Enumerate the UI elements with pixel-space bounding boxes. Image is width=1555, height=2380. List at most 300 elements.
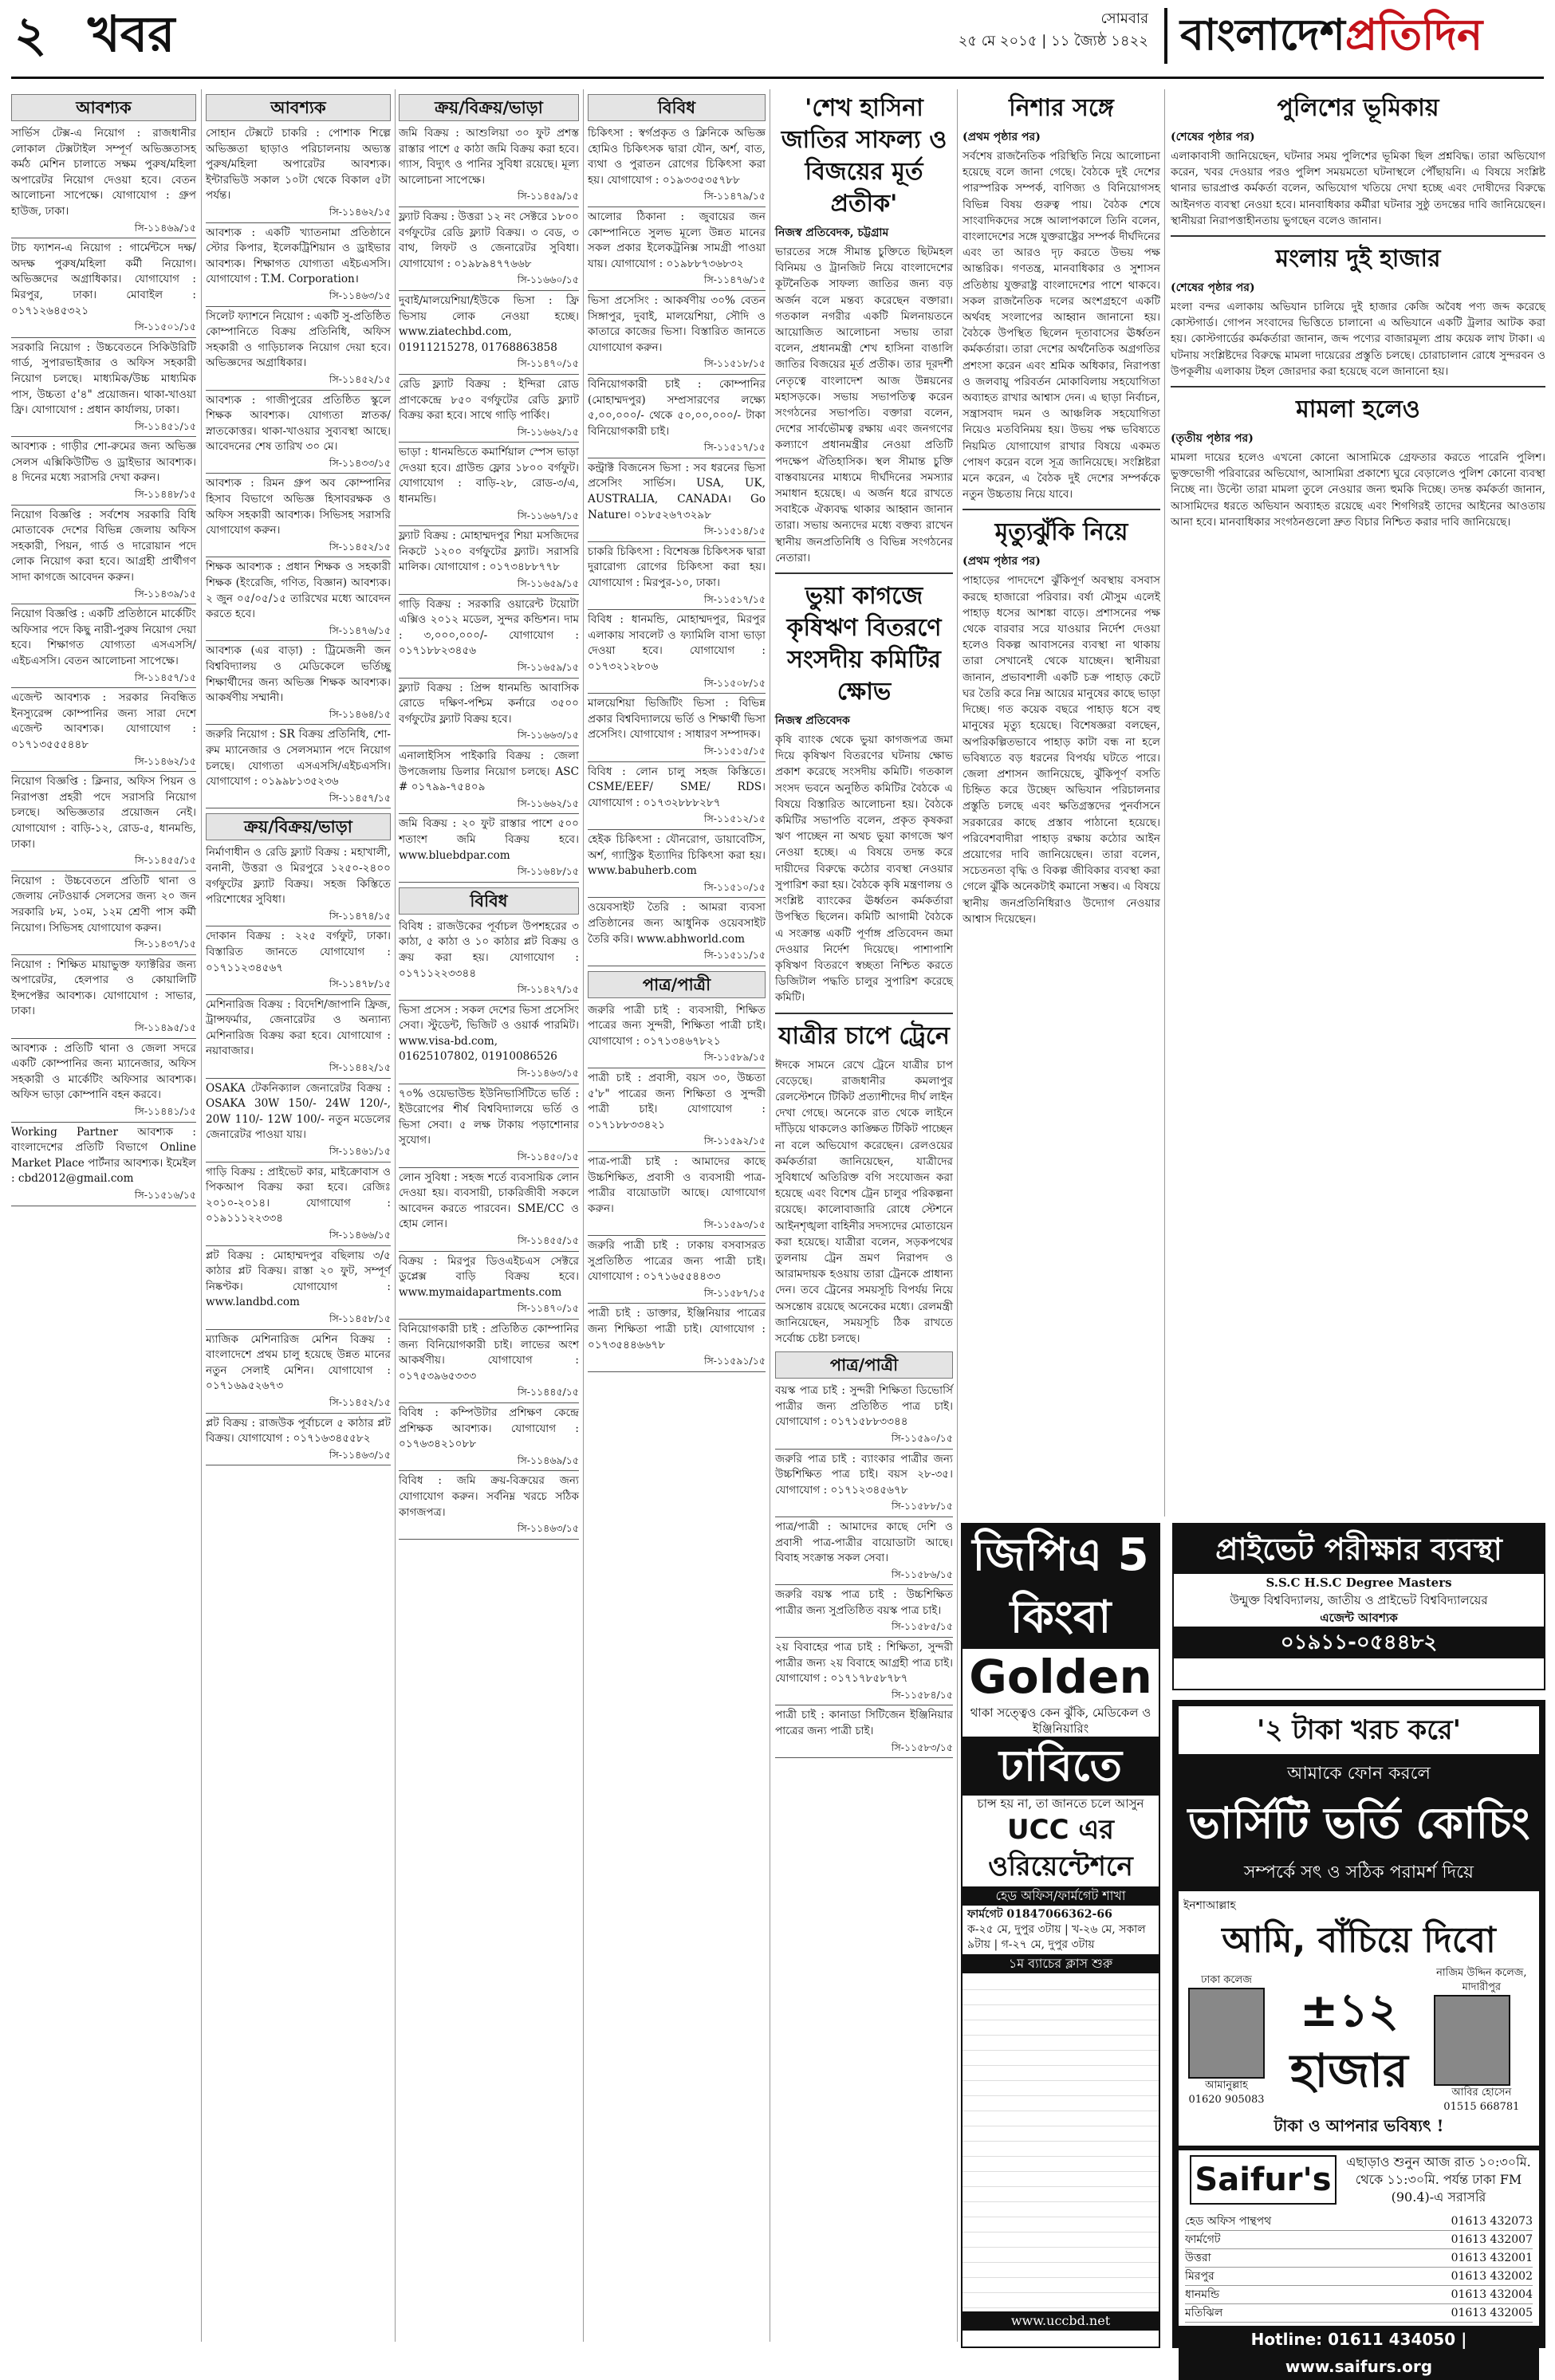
weekday: সোমবার	[1100, 10, 1148, 27]
classified-divider	[399, 1000, 579, 1001]
classified-ad	[206, 393, 391, 474]
article-body: ঈদকে সামনে রেখে ট্রেনে যাত্রীর চাপ বেড়েছে। রাজধানীর কমলাপুর রেলস্টেশনে টিকিট প্রত্যাশীদের দীর্ঘ লাইন দেখা গেছে। অনেকে রাত থেকে লাইনে দাঁড়িয়ে থাকলেও কাঙ্ক্ষিত টিকিট পাচ্ছেন না বলে অভিযোগ করেছেন। রেলওয়ের কর্মকর্তারা জানিয়েছেন, যাত্রীদের সুবিধার্থে অতিরিক্ত বগি সংযোজন করা হয়েছে এবং বিশেষ ট্রেন চালুর পরিকল্পনা রয়েছে। কালোবাজারি রোধে স্টেশনে আইনশৃঙ্খলা বাহিনীর সদস্যদের মোতায়েন করা হয়েছে। যাত্রীরা বলেন, সড়কপথের তুলনায় ট্রেন ভ্রমণ নিরাপদ ও আরামদায়ক হওয়ায় তারা ট্রেনকে প্রাধান্য দেন। তবে ট্রেনের সময়সূচি বিপর্যয় নিয়ে অসন্তোষ রয়েছে অনেকের মধ্যে। রেলমন্ত্রী জানিয়েছেন, সময়সূচি ঠিক রাখতে সর্বোচ্চ চেষ্টা চলছে।	[775, 1058, 953, 1345]
classified-ad	[775, 1640, 953, 1705]
office-row	[1185, 2304, 1533, 2323]
classified-ad-ref: সি-১১৫১১/১৫	[703, 949, 766, 962]
classified-ad	[399, 210, 579, 291]
classified-ad-ref: সি-১১৪৫২/১৫	[329, 1395, 391, 1408]
classified-ad-text: OSAKA টেকনিক্যাল জেনারেটর বিক্রয় : OSAKA 30W 150/- 24W 120/-, 20W 110/- 12W 100/- নতুন মডেলের জেনারেটর পাওয়া যায়।	[206, 1081, 391, 1142]
office-name: মতিঝিল	[1185, 2307, 1223, 2319]
classified-divider	[399, 813, 579, 814]
classified-ad-ref: সি-১১৪৫৭/১৫	[134, 671, 196, 683]
classified-divider	[588, 1371, 766, 1372]
classified-ad	[399, 749, 579, 814]
classified-column-3	[399, 89, 579, 2346]
office-name: ফার্মগেট	[1185, 2233, 1221, 2246]
classified-ad-ref: সি-১১৬৬২/১৫	[517, 425, 579, 438]
classified-ad-text: গাড়ি বিক্রয় : প্রাইভেট কার, মাইক্রোবাস ও পিকআপ বিক্রয় করা হবে। রেজিঃ ২০১০-২০১৪। যোগাযোগ : ০১৯১১১২২৩৩৪	[206, 1165, 391, 1225]
classified-ad	[588, 210, 766, 291]
classified-ad-text: ম্যাজিক মেশিনারিজ মেশিন বিক্রয় : বাংলাদেশে প্রথম চালু হয়েছে উন্নত মানের নতুন সেলাই মেশিন। যোগাযোগ : ০১৭১৬৯৫২৬৭৩	[206, 1332, 391, 1393]
classified-ad-ref: সি-১১৫১৮/১৫	[703, 357, 766, 370]
article-headline: মংলায় দুই হাজার	[1275, 245, 1441, 273]
classified-ad-ref: সি-১১৫০১/১৫	[134, 321, 196, 333]
classified-ad	[206, 1249, 391, 1330]
ad-line: সম্পর্কে সৎ ও সঠিক পরামর্শ দিয়ে	[1244, 1863, 1474, 1882]
classified-ad-text: আলোর ঠিকানা : জুবায়ের জন কোম্পানিতে সুলভ মূল্যে উন্নত মানের সকল প্রকার ইলেকট্রনিক্স সামগ্রী পাওয়া যায়। যোগাযোগ : ০১৯৮৮৭৩৬৮৩২	[588, 210, 766, 270]
classified-ad	[11, 958, 196, 1039]
classified-ad	[11, 1041, 196, 1123]
article-headline: পুলিশের ভূমিকায়	[1277, 94, 1439, 122]
classified-ad-text: নিয়োগ বিজ্ঞপ্তি : সর্বশেষ সরকারি বিধি মোতাবেক দেশের বিভিন্ন জেলায় অফিস সহকারী, পিয়ন, গার্ড ও দারোয়ান পদে লোক নিয়োগ করা হবে। আগ্রহী প্রার্থীগণ সাদা কাগজে আবেদন করুন।	[11, 508, 196, 584]
classified-ad-ref: সি-১১৪৩৩/১৫	[329, 456, 391, 469]
classified-ad-ref: সি-১১৪৫২/১৫	[329, 372, 391, 385]
classified-divider	[399, 1251, 579, 1252]
classified-ad-ref: সি-১১৪৬৩/১৫	[329, 1448, 391, 1461]
classified-ad	[11, 126, 196, 238]
section-header: আবশ্যক	[206, 94, 391, 121]
classified-ad-text: জরুরি পাত্র চাই : ব্যাংকার পাত্রীর জন্য উচ্চশিক্ষিত পাত্র চাই। বয়স ২৮-৩৫। যোগাযোগ : ০১৭১২৩৪৫৬৭৮	[775, 1452, 953, 1497]
classified-ad-text: আবশ্যক : একটি খ্যাতনামা প্রতিষ্ঠানে স্টোর কিপার, ইলেকট্রিশিয়ান ও ড্রাইভার আবশ্যক। শিক্ষাগত যোগ্যতা এইচএসসি। যোগাযোগ : T.M. Corporation।	[206, 226, 391, 286]
classified-ad-text: ফ্ল্যাট বিক্রয় : উত্তরা ১২ নং সেক্টরে ১৮০০ বর্গফুটের রেডি ফ্ল্যাট বিক্রয়। ৩ বেড, ৩ বাথ, লিফট ও জেনারেটর সুবিধা। যোগাযোগ : ০১৯৮৯৪৭৭৬৬৮	[399, 210, 579, 270]
classified-ad-ref: সি-১১৫৯২/১৫	[703, 1135, 766, 1147]
classified-divider	[588, 693, 766, 694]
classified-divider	[206, 473, 391, 474]
classified-divider	[588, 761, 766, 762]
article-byline: (শেষের পৃষ্ঠার পর)	[1171, 131, 1255, 144]
classified-ad-ref: সি-১১৫০৮/১৫	[703, 676, 766, 689]
classified-ad	[11, 241, 196, 338]
classified-column-4	[588, 89, 766, 2346]
classified-ad-text: ২য় বিবাহের পাত্র চাই : শিক্ষিতা, সুন্দরী পাত্রীর জন্য ২য় বিবাহে আগ্রহী পাত্র চাই। যোগাযোগ : ০১৭১৭৮৫৮৭৮৭	[775, 1641, 953, 1686]
classified-ad-ref: সি-১১৪৪২/১৫	[329, 1061, 391, 1074]
classified-divider	[206, 390, 391, 391]
article-body: কৃষি ব্যাংক থেকে ভুয়া কাগজপত্র জমা দিয়ে কৃষিঋণ বিতরণের ঘটনায় ক্ষোভ প্রকাশ করেছে সংসদীয় কমিটি। গতকাল সংসদ ভবনে অনুষ্ঠিত কমিটির বৈঠকে এ বিষয়ে বিস্তারিত আলোচনা হয়। বৈঠকে কমিটির সভাপতি বলেন, প্রকৃত কৃষকরা ঋণ পাচ্ছেন না অথচ ভুয়া কাগজে ঋণ নেওয়া হচ্ছে। এ বিষয়ে তদন্ত করে দায়ীদের বিরুদ্ধে কঠোর ব্যবস্থা নেওয়ার সুপারিশ করা হয়। বৈঠকে কৃষি মন্ত্রণালয় ও সংশ্লিষ্ট ব্যাংকের ঊর্ধ্বতন কর্মকর্তারা উপস্থিত ছিলেন। কমিটি আগামী বৈঠকে এ সংক্রান্ত একটি পূর্ণাঙ্গ প্রতিবেদন জমা দেওয়ার নির্দেশ দিয়েছে। পাশাপাশি কৃষিঋণ বিতরণে স্বচ্ছতা নিশ্চিত করতে ডিজিটাল পদ্ধতি চালুর সুপারিশ করেছে কমিটি।	[775, 734, 953, 1005]
page-number: ২	[14, 5, 47, 63]
classified-ad-text: গাড়ি বিক্রয় : সরকারি ওয়ারেন্ট টয়োটা এক্সিও ২০১২ মডেল, সুন্দর কন্ডিশন। দাম : ৩,০০০,০০০/- যোগাযোগ : ০১৭১৮৮২৩৪৫৬	[399, 597, 579, 658]
office-name: হেড অফিস পান্থপথ	[1185, 2215, 1272, 2228]
classified-ad-text: কন্ট্রাক্ট বিজনেস ভিসা : সব ধরনের ভিসা প্রসেসিং সার্ভিস। USA, UK, AUSTRALIA, CANADA। Go Nature। ০১৮৫২৬৭৩২৯৮	[588, 461, 766, 521]
classified-ad-text: নিয়োগ বিজ্ঞপ্তি : একটি প্রতিষ্ঠানে মার্কেটিং অফিসার পদে কিছু নারী-পুরুষ নিয়োগ দেয়া হবে। শিক্ষাগত যোগ্যতা এসএসসি/এইচএসসি। বেতন আলোচনা সাপেক্ষে।	[11, 608, 196, 667]
classified-ad-ref: সি-১১৫৯১/১৫	[703, 1355, 766, 1367]
classified-divider	[11, 1038, 196, 1039]
classified-ad-ref: সি-১১৪৭৪/১৫	[329, 909, 391, 922]
classified-ad	[399, 1473, 579, 1539]
classified-ad	[399, 816, 579, 882]
article-headline: 'শেখ হাসিনা জাতির সাফল্য ও বিজয়ের মূর্ত প্রতীক'	[781, 94, 947, 218]
classified-divider	[206, 1413, 391, 1414]
classified-ad-text: প্লট বিক্রয় : মোহাম্মদপুর বছিলায় ৩/৫ কাঠার প্লট বিক্রয়। রাস্তা ২০ ফুট, সম্পূর্ণ নিষ্কণ্টক। যোগাযোগ : www.landbd.com	[206, 1249, 391, 1309]
ad-radio-box	[1179, 2150, 1539, 2380]
classified-ad	[588, 293, 766, 375]
classified-ad-ref: সি-১১৪৬৩/১৫	[517, 1067, 579, 1080]
ad-fine-print	[963, 1975, 1159, 2310]
classified-list	[399, 126, 579, 883]
classified-ad-text: পাত্রী চাই : ডাক্তার, ইঞ্জিনিয়ার পাত্রের জন্য শিক্ষিতা পাত্রী চাই। যোগাযোগ : ০১৭৩৫৪৪৬৬৭৮	[588, 1307, 766, 1351]
ad-promo-box	[1179, 1891, 1539, 2146]
section-header: বিবিধ	[399, 887, 579, 915]
newspaper-logo	[1180, 3, 1547, 67]
classified-ad-ref: সি-১১৬৬০/১৫	[517, 273, 579, 286]
person-name: আবির হোসেন	[1451, 2087, 1512, 2099]
classified-ad-text: পাত্র/পাত্রী : আমাদের কাছে দেশি ও প্রবাসী পাত্র-পাত্রীর বায়োডাটা আছে। বিবাহ সংক্রান্ত সকল সেবা।	[775, 1520, 953, 1565]
article-body: ভারতের সঙ্গে সীমান্ত চুক্তিতে ছিটমহল বিনিময় ও ট্রানজিট নিয়ে বাংলাদেশের কূটনৈতিক সাফল্য জাতির জন্য বড় অর্জন বলে মন্তব্য করেছেন বক্তারা। গতকাল নগরীর একটি মিলনায়তনে আয়োজিত আলোচনা সভায় তারা বলেন, প্রধানমন্ত্রী শেখ হাসিনা বাঙালি জাতির বিজয়ের মূর্ত প্রতীক। তার দূরদর্শী নেতৃত্বে বাংলাদেশ আজ উন্নয়নের মহাসড়কে। সভায় সভাপতিত্ব করেন সংগঠনের সভাপতি। বক্তারা বলেন, দেশের সার্বভৌমত্ব রক্ষায় এবং জনগণের কল্যাণে প্রধানমন্ত্রীর নেওয়া প্রতিটি পদক্ষেপ ঐতিহাসিক। স্থল সীমান্ত চুক্তি বাস্তবায়নের মাধ্যমে দীর্ঘদিনের সমস্যার সমাধান হয়েছে। এ অর্জন ধরে রাখতে সবাইকে ঐক্যবদ্ধ থাকার আহ্বান জানান তারা। সভায় অন্যদের মধ্যে বক্তব্য রাখেন স্থানীয় জনপ্রতিনিধি ও বিভিন্ন সংগঠনের নেতারা।	[775, 246, 953, 565]
hotline-number: Hotline: 01611 434050	[1250, 2330, 1456, 2349]
section-title: খবর	[88, 5, 175, 63]
classified-ad	[399, 681, 579, 746]
classified-ad	[206, 1081, 391, 1162]
classified-ad	[399, 293, 579, 375]
classified-ad-text: বিনিয়োগকারী চাই : প্রতিষ্ঠিত কোম্পানির জন্য বিনিয়োগকারী চাই। লাভের অংশ আকর্ষণীয়। যোগাযোগ : ০১৭৫৩৯৬৫৩৩৩	[399, 1322, 579, 1383]
classified-ad-ref: সি-১১৫৮৫/১৫	[891, 1620, 953, 1633]
classified-ad	[11, 774, 196, 871]
classified-divider	[399, 745, 579, 746]
ad-big-text: Golden	[969, 1650, 1152, 1704]
classified-ad-text: মালয়েশিয়া ভিজিটিং ভিসা : বিভিন্ন প্রকার বিশ্ববিদ্যালয়ে ভর্তি ও শিক্ষার্থী ভিসা প্রসেসিং। যোগাযোগ : সাধারণ সম্পাদক।	[588, 697, 766, 742]
classified-ad-text: বিবিধ : ধানমন্ডি, মোহাম্মদপুর, মিরপুর এলাকায় সাবলেট ও ফ্যামিলি বাসা ভাড়া দেওয়া হবে। যোগাযোগ : ০১৭৩২১২৮০৬	[588, 613, 766, 673]
office-table	[1185, 2213, 1533, 2323]
classified-ad	[11, 508, 196, 605]
classified-ad	[588, 696, 766, 761]
ad-phone: ০১৯১১-০৫৪৪৮২	[1174, 1627, 1544, 1658]
article-body: পাহাড়ের পাদদেশে ঝুঁকিপূর্ণ অবস্থায় বসবাস করছে হাজারো পরিবার। বর্ষা মৌসুম এলেই পাহাড় ধসের আশঙ্কা বাড়ে। প্রশাসনের পক্ষ থেকে বারবার সরে যাওয়ার নির্দেশ দেওয়া হলেও বিকল্প আবাসনের ব্যবস্থা না থাকায় তারা সেখানেই থেকে যাচ্ছেন। স্থানীয়রা জানান, প্রভাবশালী একটি চক্র পাহাড় কেটে ঘর তৈরি করে নিম্ন আয়ের মানুষের কাছে ভাড়া দিচ্ছে। গত কয়েক বছরে পাহাড় ধসে বহু মানুষের মৃত্যু হয়েছে। বিশেষজ্ঞরা বলছেন, অপরিকল্পিতভাবে পাহাড় কাটা বন্ধ না হলে ভবিষ্যতে বড় ধরনের বিপর্যয় ঘটতে পারে। জেলা প্রশাসন জানিয়েছে, ঝুঁকিপূর্ণ বসতি চিহ্নিত করে উচ্ছেদ অভিযান পরিচালনার প্রস্তুতি চলছে এবং ক্ষতিগ্রস্তদের পুনর্বাসনে সরকারের কাছে প্রস্তাব পাঠানো হয়েছে। পরিবেশবাদীরা পাহাড় রক্ষায় কঠোর আইন প্রয়োগের দাবি জানিয়েছেন। তারা বলেন, সচেতনতা বৃদ্ধি ও বিকল্প জীবিকার ব্যবস্থা করা গেলে ঝুঁকি অনেকটাই কমানো সম্ভব। এ বিষয়ে স্থানীয় জনপ্রতিনিধিরাও উদ্যোগ নেওয়ার আশ্বাস দিয়েছেন।	[963, 574, 1160, 926]
ad-radio-row	[1179, 2150, 1539, 2209]
column-separator	[583, 89, 584, 2342]
classified-ad-text: পাত্র-পাত্রী চাই : আমাদের কাছে উচ্চশিক্ষিত, প্রবাসী ও ব্যবসায়ী পাত্র-পাত্রীর বায়োডাটা আছে। যোগাযোগ করুন।	[588, 1155, 766, 1215]
office-phone: 01613 432007	[1451, 2233, 1533, 2246]
college-name: ঢাকা কলেজ	[1201, 1974, 1252, 1986]
classified-ad-text: ভাড়া : ধানমন্ডিতে কমার্শিয়াল স্পেস ভাড়া দেওয়া হবে। গ্রাউন্ড ফ্লোর ১৮০০ বর্গফুট। যোগাযোগ : বাড়ি-২৮, রোড-৩/এ, ধানমন্ডি।	[399, 446, 579, 506]
article-body: মংলা বন্দর এলাকায় অভিযান চালিয়ে দুই হাজার কেজি অবৈধ পণ্য জব্দ করেছে কোস্টগার্ড। গোপন সংবাদের ভিত্তিতে চালানো এ অভিযানে একটি ট্রলার আটক করা হয়। কোস্টগার্ডের কর্মকর্তারা জানান, জব্দ পণ্যের বাজারমূল্য প্রায় কয়েক লাখ টাকা। এ ঘটনায় সংশ্লিষ্টদের বিরুদ্ধে মামলা দায়েরের প্রস্তুতি চলছে। চোরাচালান রোধে সুন্দরবন ও উপকূলীয় এলাকায় টহল জোরদার করা হয়েছে বলে জানানো হয়।	[1171, 301, 1545, 378]
office-row	[1185, 2268, 1533, 2286]
column-separator	[201, 89, 202, 2342]
ad-line: চান্স হয় না, তা জানতে চলে আসুন	[977, 1796, 1144, 1811]
classified-ad-text: ফ্ল্যাট বিক্রয় : প্রিন্স ধানমন্ডি আবাসিক রোডে দক্ষিণ-পশ্চিম কর্নারে ৩৫০০ বর্গফুটের ফ্ল্যাট বিক্রয় হবে।	[399, 681, 579, 726]
classified-ad-text: জরুরি পাত্রী চাই : ঢাকায় বসবাসরত সুপ্রতিষ্ঠিত পাত্রের জন্য পাত্রী চাই। যোগাযোগ : ০১৭১৬৫৫৪৪৩৩	[588, 1239, 766, 1284]
classified-divider	[588, 1303, 766, 1304]
classified-ad	[588, 765, 766, 830]
office-phone: 01613 432002	[1451, 2270, 1533, 2283]
classified-divider	[588, 290, 766, 291]
ad-line: আমাকে ফোন করলে	[1287, 1764, 1431, 1784]
office-row	[1185, 2249, 1533, 2268]
classified-ad-text: ভিসা প্রসেস : সকল দেশের ভিসা প্রসেসিং সেবা। স্টুডেন্ট, ভিজিট ও ওয়ার্ক পারমিট। www.visa-bd.com, 01625107802, 01910086526	[399, 1003, 579, 1064]
office-row	[1185, 2213, 1533, 2231]
classified-divider	[11, 687, 196, 688]
classified-ad	[399, 126, 579, 207]
classified-divider	[206, 724, 391, 725]
classified-ad	[206, 126, 391, 223]
classified-column-1	[11, 89, 196, 2346]
classified-ad	[206, 309, 391, 391]
ad-amount: ±১২ হাজার	[1289, 1983, 1408, 2098]
classified-ad-text: ৭০% ওয়েভাউন্ড ইউনিভার্সিটিতে ভর্তি : ইউরোপের শীর্ষ বিশ্ববিদ্যালয়ে ভর্তি ও ভিসা সেবা। ৫ লক্ষ টাকায় পড়াশোনার সুযোগ।	[399, 1087, 579, 1147]
ad-save-text: আমি, বাঁচিয়ে দিবো	[1222, 1920, 1496, 1961]
classified-ad-ref: সি-১১৪৭৬/১৫	[329, 624, 391, 636]
classified-ad	[775, 1452, 953, 1517]
classified-divider	[399, 442, 579, 443]
classified-ad-ref: সি-১১৫৮৯/১৫	[703, 1051, 766, 1064]
classified-ad-ref: সি-১১৪৩৯/১৫	[134, 587, 196, 600]
classified-ad-ref: সি-১১৬৬২/১৫	[517, 797, 579, 809]
classified-ad	[588, 461, 766, 542]
classified-divider	[399, 1167, 579, 1168]
classified-divider	[775, 1584, 953, 1585]
ad-bar: ১ম ব্যাচের ক্লাস শুরু	[963, 1954, 1159, 1973]
classified-ad-text: নিয়োগ : শিক্ষিত মায়াভুক্ত ফ্যাক্টরির জন্য অপারেটর, হেলপার ও কোয়ালিটি ইন্সপেক্টর আবশ্যক। যোগাযোগ : সাভার, ঢাকা।	[11, 958, 196, 1018]
classified-ad-text: টাচ ফ্যাশন-এ নিয়োগ : গার্মেন্টসে দক্ষ/অদক্ষ পুরুষ/মহিলা কর্মী নিয়োগ। অভিজ্ঞদের অগ্রাধিকার। যোগাযোগ : মিরপুর, ঢাকা। মোবাইল : ০১৭১২৬৪৫৩২১	[11, 242, 196, 317]
classified-ad-ref: সি-১১৪৯৫/১৫	[134, 1021, 196, 1034]
classified-ad	[588, 900, 766, 966]
classified-ad-text: পাত্রী চাই : কানাডা সিটিজেন ইঞ্জিনিয়ার পাত্রের জন্য পাত্রী চাই।	[775, 1709, 953, 1738]
classified-ad-ref: সি-১১৪৭৮/১৫	[329, 978, 391, 990]
office-phone: 01613 432001	[1451, 2252, 1533, 2264]
classified-ad	[206, 997, 391, 1079]
hotline-separator: |	[1461, 2330, 1467, 2349]
classified-ad	[206, 1416, 391, 1466]
classified-ad-text: আবশ্যক : গাড়ীর শো-রুমের জন্য অভিজ্ঞ সেলস এক্সিকিউটিভ ও ড্রাইভার আবশ্যক। ৪ দিনের মধ্যে সরাসরি দেখা করুন।	[11, 440, 196, 485]
classified-ad	[588, 126, 766, 207]
classified-ad-ref: সি-১১৪৪৮/১৫	[134, 488, 196, 501]
classified-ad-text: জরুরি বয়স্ক পাত্র চাই : উচ্চশিক্ষিত পাত্রীর জন্য সুপ্রতিষ্ঠিত বয়স্ক পাত্র চাই।	[775, 1588, 953, 1617]
person-name: আমানুল্লাহ	[1205, 2079, 1248, 2091]
classified-ad	[399, 1254, 579, 1320]
office-phone: 01613 432005	[1451, 2307, 1533, 2319]
college-name: নাজিম উদ্দিন কলেজ, মাদারীপুর	[1436, 1967, 1527, 1993]
classified-divider	[399, 594, 579, 595]
section-header: বিবিধ	[588, 94, 766, 121]
person-phone: 01620 905083	[1188, 2094, 1265, 2106]
classified-ad-ref: সি-১১৫১৭/১৫	[703, 592, 766, 605]
classified-ad-text: আবশ্যক : প্রতিটি থানা ও জেলা সদরে একটি কোম্পানির জন্য ম্যানেজার, অফিস সহকারী ও মার্কেটিং অফিসার আবশ্যক। অফিস ভাড়া কোম্পানি বহন করবে।	[11, 1041, 196, 1102]
classified-ad-ref: সি-১১৪৫৮/১৫	[329, 1312, 391, 1324]
classified-ad-text: জরুরি নিয়োগ : SR বিক্রয় প্রতিনিধি, শো-রুম ম্যানেজার ও সেলসম্যান পদে নিয়োগ চলছে। যোগ্যতা এসএসসি/এইচএসসি। যোগাযোগ : ০১৯৯৮১৩৫২৩৬	[206, 728, 391, 789]
classified-column-2	[206, 89, 391, 2346]
classified-ad	[588, 1306, 766, 1371]
news-column-7	[1171, 89, 1545, 1517]
classified-divider	[206, 640, 391, 641]
classified-divider	[399, 1319, 579, 1320]
classified-divider	[206, 222, 391, 223]
classified-ad	[11, 340, 196, 438]
classified-ad-ref: সি-১১৪৬৪/১৫	[329, 707, 391, 720]
classified-ad-text: বিবিধ : রাজউকের পূর্বাচল উপশহরের ৩ কাঠা, ৫ কাঠা ও ১০ কাঠার প্লট বিক্রয় ও ক্রয় করা হয়। যোগাযোগ : ০১৭১১২২৩৩৪৪	[399, 919, 579, 980]
classified-list	[775, 1383, 953, 1758]
classified-ad	[206, 1165, 391, 1246]
classified-ad	[399, 529, 579, 594]
office-row	[1185, 2231, 1533, 2249]
classified-ad-text: আবশ্যক : রিমন গ্রুপ অব কোম্পানির হিসাব বিভাগে অভিজ্ঞ হিসাবরক্ষক ও অফিস সহকারী আবশ্যক। সিভিসহ সরাসরি যোগাযোগ করুন।	[206, 477, 391, 537]
classified-ad-ref: সি-১১৫১৫/১৫	[703, 744, 766, 757]
classified-ad	[11, 439, 196, 505]
ad-money-line: টাকা ও আপনার ভবিষ্যৎ !	[1274, 2116, 1444, 2135]
classified-divider	[588, 1235, 766, 1236]
classified-ad-ref: সি-১১৪৫৭/১৫	[329, 791, 391, 804]
classified-ad	[206, 643, 391, 725]
classified-list	[11, 126, 196, 1206]
classified-ad-text: বিবিধ : কম্পিউটার প্রশিক্ষণ কেন্দ্রে প্রশিক্ষক আবশ্যক। যোগাযোগ : ০১৭৬৩৪২১০৮৮	[399, 1406, 579, 1451]
section-header: পাত্র/পাত্রী	[775, 1351, 953, 1379]
classified-ad	[588, 377, 766, 458]
versity-coaching-ad	[1172, 1700, 1545, 2376]
classified-ad-ref: সি-১১৪৫০/১৫	[517, 1151, 579, 1163]
website[interactable]: www.saifurs.org	[1285, 2357, 1433, 2376]
classified-ad	[11, 874, 196, 955]
classified-ad-ref: সি-১১৪৬৩/১৫	[329, 289, 391, 301]
section-header: ক্রয়/বিক্রয়/ভাড়া	[399, 94, 579, 121]
classified-ad-ref: সি-১১৪৭৬/১৫	[703, 273, 766, 286]
article-byline: (তৃতীয় পৃষ্ঠার পর)	[1171, 432, 1254, 446]
ad-people-row	[1183, 1966, 1534, 2114]
ad-office: হেড অফিস/ফার্মগেট শাখা	[963, 1886, 1159, 1906]
classified-ad	[206, 226, 391, 307]
classified-ad	[206, 560, 391, 641]
classified-ad	[775, 1520, 953, 1585]
classified-list	[588, 1003, 766, 1372]
classified-divider	[588, 541, 766, 542]
classified-ad-text: ভিসা প্রসেসিং : আকর্ষণীয় ৩০% বেতন সিঙ্গাপুর, দুবাই, মালয়েশিয়া, সৌদি ও কাতারে কাজের ভিসা। বিস্তারিত জানতে যোগাযোগ করুন।	[588, 293, 766, 354]
classified-ad	[399, 1322, 579, 1403]
article-headline: নিশার সঙ্গে	[1009, 94, 1114, 122]
office-row	[1185, 2286, 1533, 2304]
classified-ad-ref: সি-১১৪৬৯/১৫	[134, 221, 196, 234]
classified-ad-ref: সি-১১৪৪৫/১৫	[517, 1386, 579, 1398]
classified-ad	[206, 845, 391, 926]
classified-ad-text: পাত্রী চাই : প্রবাসী, বয়স ৩০, উচ্চতা ৫'৮" পাত্রের জন্য শিক্ষিতা ও সুন্দরী পাত্রী চাই। যোগাযোগ : ০১৭১৮৮৩৩৪২১	[588, 1072, 766, 1131]
classified-ad	[206, 1332, 391, 1414]
classified-ad-text: সার্ভিস টেক্স-এ নিয়োগ : রাজধানীর লোকাল টেক্সটাইল সম্পূর্ণ অভিজ্ঞতাসহ কর্মঠ মেশিন চালাতে সক্ষম পুরুষ/মহিলা অপারেটর নিয়োগ দেওয়া হবে। বেতন আলোচনা সাপেক্ষে। যোগাযোগ : গ্রুপ হাউজ, ঢাকা।	[11, 127, 196, 218]
golden-coaching-ad	[961, 1523, 1160, 2348]
classified-ad-text: আবশ্যক (এর বাড়া) : ট্রিমেজনী জন বিশ্ববিদ্যালয় ও মেডিকেলে ভর্তিচ্ছু শিক্ষার্থীদের জন্য অভিজ্ঞ শিক্ষক আবশ্যক। আকর্ষণীয় সম্মানী।	[206, 644, 391, 705]
person-photo	[1188, 1988, 1265, 2079]
classified-ad-text: বিক্রয় : মিরপুর ডিওএইচএস সেক্টরে ডুপ্লেক্স বাড়ি বিক্রয় হবে। www.mymaidapartments.com	[399, 1254, 579, 1299]
classified-divider	[588, 374, 766, 375]
classified-ad-ref: সি-১১৬৫৯/১৫	[517, 661, 579, 673]
classified-ad-ref: সি-১১৪৭০/১৫	[517, 357, 579, 370]
section-header: আবশ্যক	[11, 94, 196, 121]
classified-ad	[11, 1125, 196, 1206]
office-phone: 01613 432073	[1451, 2215, 1533, 2228]
classified-ad-text: নিয়োগ : উচ্চবেতনে প্রতিটি থানা ও জেলায় নেটওয়ার্ক সেলসের জন্য ২০ জন সরকারি ৮ম, ১০ম, ১২ম শ্রেণী পাস কর্মী নিয়োগ। সিভিসহ যোগাযোগ করুন।	[11, 874, 196, 934]
column-separator	[1164, 89, 1165, 1517]
classified-ad-ref: সি-১১৫৮৭/১৫	[703, 1286, 766, 1299]
ad-city: ঢাবিতে	[963, 1737, 1159, 1796]
classified-ad-ref: সি-১১৪৬১/১৫	[329, 1145, 391, 1158]
classified-divider	[399, 882, 579, 883]
classified-divider	[399, 525, 579, 526]
classified-ad-text: হেইক চিকিৎসা : যৌনরোগ, ডায়াবেটিস, অর্শ, গ্যাস্ট্রিক ইত্যাদির চিকিৎসা করা হয়। www.babuherb.com	[588, 832, 766, 878]
classified-ad-ref: সি-১১৪৫৫/১৫	[517, 1234, 579, 1246]
classified-ad-ref: সি-১১৪৬২/১৫	[329, 205, 391, 218]
classified-ad-ref: সি-১১৫১০/১৫	[703, 880, 766, 893]
classified-ad-text: ফ্ল্যাট বিক্রয় : মোহাম্মদপুর শিয়া মসজিদের নিকটে ১২০০ বর্গফুটের ফ্ল্যাট। সরাসরি মালিক। যোগাযোগ : ০১৭৩৪৮৮৭৭৮	[399, 529, 579, 574]
ad-phone: ফার্মগেট 01847066362-66	[967, 1908, 1112, 1921]
classified-divider	[11, 337, 196, 338]
article-body: সর্বশেষ রাজনৈতিক পরিস্থিতি নিয়ে আলোচনা হয়েছে বলে জানা গেছে। বৈঠকে দুই দেশের পারস্পরিক সম্পর্ক, বাণিজ্য ও বিনিয়োগসহ বিভিন্ন বিষয় গুরুত্ব পায়। বৈঠক শেষে সাংবাদিকদের সঙ্গে আলাপকালে তিনি বলেন, বাংলাদেশের সঙ্গে যুক্তরাষ্ট্রের সম্পর্ক দীর্ঘদিনের এবং তা আরও দৃঢ় করতে উভয় পক্ষ আন্তরিক। গণতন্ত্র, মানবাধিকার ও সুশাসন প্রতিষ্ঠায় যুক্তরাষ্ট্র বাংলাদেশের পাশে থাকবে। সকল রাজনৈতিক দলের অংশগ্রহণে একটি অর্থবহ সংলাপের আহ্বান জানানো হয়। বৈঠকে উপস্থিত ছিলেন দূতাবাসের ঊর্ধ্বতন কর্মকর্তারা। তারা দেশের অর্থনৈতিক অগ্রগতির প্রশংসা করেন এবং শ্রমিক অধিকার, নিরাপত্তা ও জলবায়ু পরিবর্তন মোকাবিলায় সহযোগিতা অব্যাহত রাখার আশ্বাস দেন। এ ছাড়া নির্বাচন, সন্ত্রাসবাদ দমন ও আঞ্চলিক সহযোগিতা নিয়েও মতবিনিময় হয়। উভয় পক্ষ ভবিষ্যতে নিয়মিত যোগাযোগ রাখার বিষয়ে একমত পোষণ করেন বলে সূত্র জানিয়েছে। সংশ্লিষ্টরা মনে করেন, এ বৈঠক দুই দেশের সম্পর্ককে নতুন উচ্চতায় নিয়ে যাবে।	[963, 150, 1160, 502]
ad-inshallah: ইনশাআল্লাহ	[1183, 1899, 1236, 1912]
classified-divider	[206, 306, 391, 307]
classified-divider	[399, 374, 579, 375]
classified-list	[206, 126, 391, 808]
classified-divider	[11, 954, 196, 955]
classified-divider	[775, 1637, 953, 1638]
classified-ad-text: বিনিয়োগকারী চাই : কোম্পানির (মোহাম্মদপুর) সম্প্রসারণের লক্ষ্যে ৫,০০,০০০/- থেকে ৫০,০০,০০০/- টাকা বিনিয়োগকারী চাই।	[588, 377, 766, 438]
office-name: ধানমন্ডি	[1185, 2288, 1220, 2301]
classified-ad-ref: সি-১১৪৬৯/১৫	[517, 1454, 579, 1466]
classified-ad-text: এনালাইসিস পাইকারি বিক্রয় : জেলা উপজেলায় ডিলার নিয়োগ চলছে। ASC # ০১৭৯৯-৭৫৪০৯	[399, 749, 579, 794]
classified-ad-ref: সি-১১৫৮৩/১৫	[891, 1741, 953, 1753]
classified-ad-text: Working Partner আবশ্যক : বাংলাদেশের প্রতিটি বিভাগে Online Market Place পার্টনার আবশ্যক। ইমেইল : cbd2012@gmail.com	[11, 1125, 196, 1186]
classified-ad-text: শিক্ষক আবশ্যক : প্রধান শিক্ষক ও সহকারী শিক্ষক (ইংরেজি, গণিত, বিজ্ঞান) আবশ্যক। ২ জুন ০৫/০৫/১৫ তারিখের মধ্যে আবেদন করতে হবে।	[206, 561, 391, 621]
date-block	[941, 8, 1148, 53]
classified-ad-text: বিবিধ : জমি ক্রয়-বিক্রয়ের জন্য যোগাযোগ করুন। সর্বনিম্ন খরচে সঠিক কাগজপত্র।	[399, 1474, 579, 1519]
article-headline: যাত্রীর চাপে ট্রেনে	[778, 1021, 950, 1050]
classified-ad-ref: সি-১১৪৩৭/১৫	[134, 938, 196, 950]
classified-ad-ref: সি-১১৫১৭/১৫	[703, 441, 766, 454]
classified-divider	[775, 1757, 953, 1758]
classified-list	[399, 919, 579, 1540]
article-divider	[963, 509, 1160, 510]
classified-ad-text: জমি বিক্রয় : আশুলিয়া ৩০ ফুট প্রশস্ত রাস্তার পাশে ৫ কাঠা জমি বিক্রয় করা হবে। গ্যাস, বিদ্যুৎ ও পানির সুবিধা রয়েছে। মূল্য আলোচনা সাপেক্ষে।	[399, 127, 579, 187]
classified-divider	[588, 829, 766, 830]
classified-ad-ref: সি-১১৪৬৩/১৫	[517, 1522, 579, 1535]
classified-ad	[588, 1071, 766, 1152]
classified-ad	[206, 727, 391, 808]
classified-ad-ref: সি-১১৫৮৮/১৫	[891, 1500, 953, 1513]
classified-ad-ref: সি-১১৫৯০/১৫	[891, 1431, 953, 1444]
classified-divider	[588, 897, 766, 898]
classified-ad	[588, 1003, 766, 1068]
classified-ad-text: লোন সুবিধা : সহজ শর্তে ব্যবসায়িক লোন দেওয়া হয়। ব্যবসায়ী, চাকরিজীবী সকলে আবেদন করতে পারবেন। SME/CC ও হোম লোন।	[399, 1170, 579, 1231]
classified-divider	[206, 1329, 391, 1330]
ad-schedule: ক-২৫ মে, দুপুর ৩টায় | খ-২৬ মে, সকাল ৯টায় | গ-২৭ মে, দুপুর ৩টায়	[967, 1923, 1146, 1951]
classified-ad-ref: সি-১১৫৯৩/১৫	[703, 1218, 766, 1231]
classified-divider	[588, 1151, 766, 1152]
classified-divider	[206, 1078, 391, 1079]
classified-ad-ref: সি-১১৪৬২/১৫	[134, 754, 196, 767]
classified-ad-ref: সি-১১৫১২/১৫	[703, 812, 766, 825]
classified-ad-text: চিকিৎসা : স্বর্গপ্রকৃত ও ক্লিনিকে অভিজ্ঞ হোমিও চিকিৎসক দ্বারা যৌন, অর্শ, বাত, ব্যথা ও পুরাতন রোগের চিকিৎসা করা হয়। যোগাযোগ : ০১৯৩৩৫৩৫৭৮৮	[588, 127, 766, 187]
classified-divider	[399, 1402, 579, 1403]
classified-ad-text: নিয়োগ বিজ্ঞপ্তি : ক্লিনার, অফিস পিয়ন ও নিরাপত্তা প্রহরী পদে সরাসরি নিয়োগ চলছে। অভিজ্ঞতার প্রয়োজন নেই। যোগাযোগ : বাড়ি-১২, রোড-৫, ধানমন্ডি, ঢাকা।	[11, 775, 196, 851]
classified-ad-text: আবশ্যক : গাজীপুরের প্রতিষ্ঠিত স্কুলে শিক্ষক আবশ্যক। যোগ্যতা স্নাতক/স্নাতকোত্তর। থাকা-খাওয়ার সুব্যবস্থা আছে। আবেদনের শেষ তারিখ ৩০ মে।	[206, 393, 391, 454]
article-divider	[775, 1013, 953, 1014]
radio-note: এছাড়াও শুনুন আজ রাত ১০:৩০মি. থেকে ১১:৩০মি. পর্যন্ত ঢাকা FM (90.4)-এ সরাসরি	[1346, 2154, 1531, 2205]
article-byline: (প্রথম পৃষ্ঠার পর)	[963, 555, 1041, 568]
classified-ad-ref: সি-১১৪৭০/১৫	[517, 1302, 579, 1315]
classified-ad-ref: সি-১১৬৬৩/১৫	[517, 729, 579, 742]
news-column-5	[775, 89, 953, 2346]
classified-ad	[399, 1003, 579, 1084]
classified-ad-text: জমি বিক্রয় : ২০ ফুট রাস্তার পাশে ৫০০ শতাংশ জমি বিক্রয় হবে। www.bluebdpar.com	[399, 817, 579, 862]
article-headline: মামলা হলেও	[1296, 395, 1420, 424]
classified-ad-ref: সি-১১৫১৬/১৫	[134, 1189, 196, 1201]
news-column-6	[963, 89, 1160, 1517]
classified-ad-ref: সি-১১৪২৭/১৫	[517, 983, 579, 996]
classified-ad	[11, 607, 196, 688]
classified-ad-ref: সি-১১৫৮৪/১৫	[891, 1688, 953, 1701]
classified-ad	[399, 1170, 579, 1252]
classified-ad-ref: সি-১১৬৬৭/১৫	[517, 509, 579, 521]
classified-divider	[399, 1470, 579, 1471]
article-body: এলাকাবাসী জানিয়েছেন, ঘটনার সময় পুলিশের ভূমিকা ছিল প্রশ্নবিদ্ধ। তারা অভিযোগ করেন, খবর দেওয়ার পরও পুলিশ সময়মতো ঘটনাস্থলে পৌঁছায়নি। এ বিষয়ে সংশ্লিষ্ট থানার ভারপ্রাপ্ত কর্মকর্তা বলেন, অভিযোগ খতিয়ে দেখা হচ্ছে এবং দোষীদের বিরুদ্ধে আইনগত ব্যবস্থা নেওয়া হবে। মানবাধিকার কর্মীরা ঘটনার সুষ্ঠু তদন্তের দাবি জানিয়েছেন। স্থানীয়রা নিরাপত্তাহীনতায় ভুগছেন বলেও জানান।	[1171, 150, 1545, 227]
classified-ad	[588, 832, 766, 898]
classified-ad	[775, 1383, 953, 1449]
logo-separator	[1164, 8, 1167, 64]
classified-ad-ref: সি-১১৪৫১/১৫	[134, 419, 196, 432]
classified-ad	[588, 1238, 766, 1304]
article-headline: ভুয়া কাগজে কৃষিঋণ বিতরণে সংসদীয় কমিটির ক্ষোভ	[786, 582, 942, 706]
classified-ad-text: সরকারি নিয়োগ : উচ্চবেতনে সিকিউরিটি গার্ড, সুপারভাইজার ও অফিস সহকারী নিয়োগ চলছে। মাধ্যমিক/উচ্চ মাধ্যমিক পাস, উচ্চতা ৫'৪" প্রয়োজন। থাকা-খাওয়া ফ্রি। যোগাযোগ : প্রধান কার্যালয়, ঢাকা।	[11, 340, 196, 417]
